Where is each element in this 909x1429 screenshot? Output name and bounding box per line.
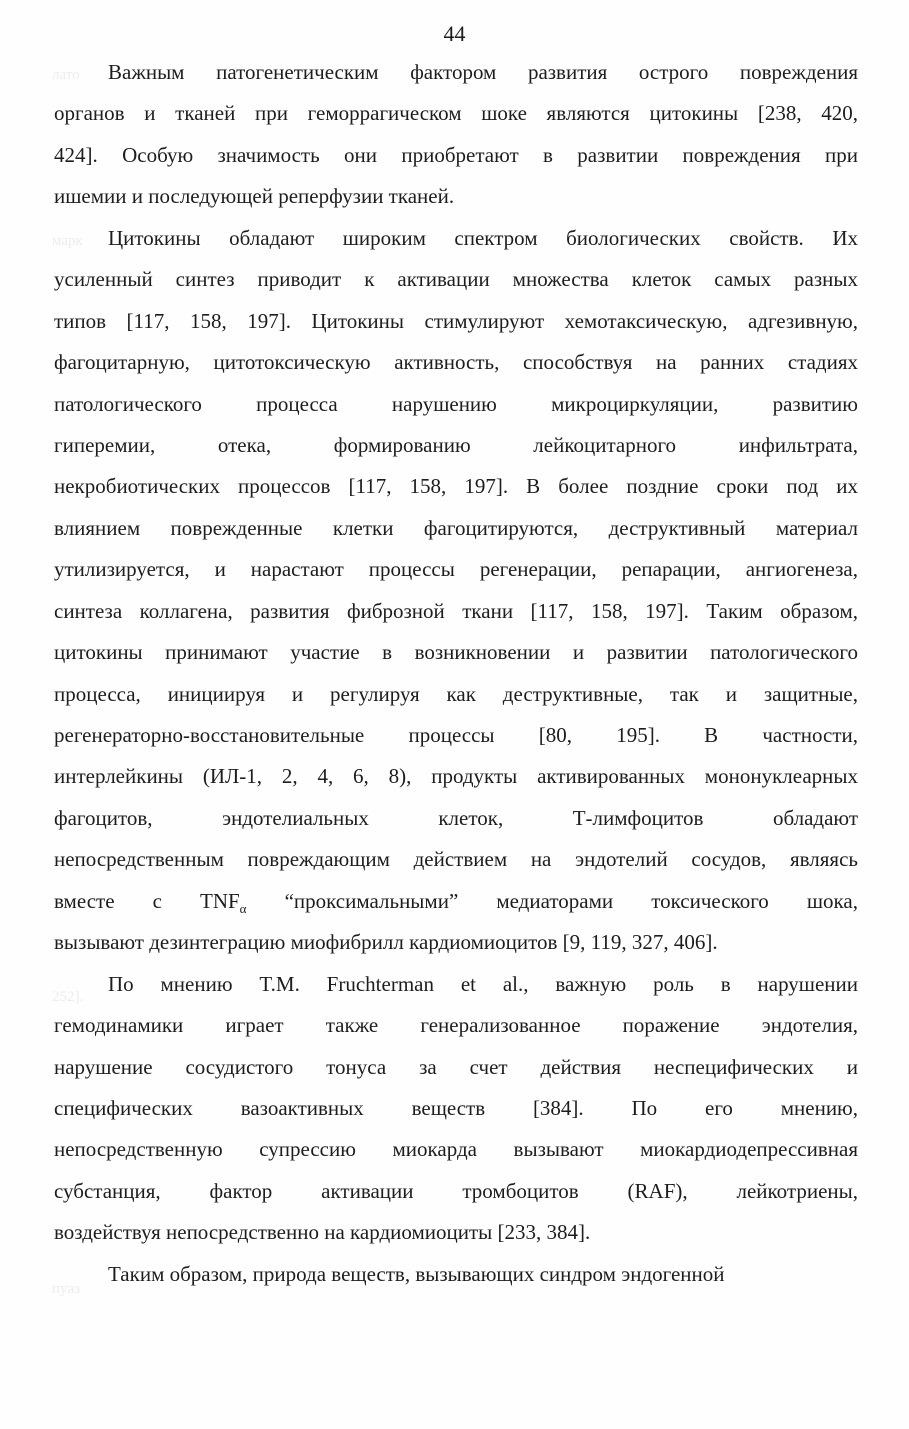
margin-ghost-text: пуаз (52, 1281, 80, 1297)
text-line: процесса, инициируя и регулируя как деструктивные, так и защитные, (54, 681, 858, 706)
text-line: непосредственным повреждающим действием на эндотелий сосудов, являясь (54, 847, 858, 872)
text-line: патологического процесса нарушению микроциркуляции, развитию (54, 391, 858, 416)
text-segment: “проксимальными” медиаторами токсического шока, (246, 888, 858, 913)
subscript-alpha: α (239, 900, 247, 916)
text-line: гиперемии, отека, формированию лейкоцитарного инфильтрата, (54, 432, 858, 457)
text-line: цитокины принимают участие в возникновении и развитии патологического (54, 640, 858, 665)
text-line: некробиотических процессов [117, 158, 197]. В более поздние сроки под их (54, 474, 858, 499)
paragraph (54, 52, 858, 218)
text-line: типов [117, 158, 197]. Цитокины стимулируют хемотаксическую, адгезивную, (54, 308, 858, 333)
text-line: непосредственную супрессию миокарда вызывают миокардиодепрессивная (54, 1137, 858, 1162)
margin-ghost-text: марк (52, 233, 83, 249)
text-line: интерлейкины (ИЛ-1, 2, 4, 6, 8), продукты активированных мононуклеарных (54, 764, 858, 789)
text-line: утилизируется, и нарастают процессы регенерации, репарации, ангиогенеза, (54, 557, 858, 582)
paragraph (54, 218, 858, 964)
text-line: Важным патогенетическим фактором развития острого повреждения (108, 60, 858, 84)
text-line: Таким образом, природа веществ, вызывающих синдром эндогенной (108, 1261, 725, 1286)
text-line: нарушение сосудистого тонуса за счет действия неспецифических и (54, 1054, 858, 1079)
margin-ghost-text: 252]. (52, 989, 84, 1005)
text-line: По мнению T.M. Fruchterman et al., важную роль в нарушении (108, 971, 858, 996)
text-line: фагоцитарную, цитотоксическую активность, способствуя на ранних стадиях (54, 350, 858, 375)
text-segment: вместе с TNF (54, 888, 240, 913)
text-line: регенераторно-восстановительные процессы [80, 195]. В частности, (54, 723, 858, 747)
paragraph (54, 964, 858, 1254)
margin-ghost-text: лато (52, 67, 80, 83)
text-line: гемодинамики играет также генерализованное поражение эндотелия, (54, 1013, 858, 1038)
paragraph (54, 1254, 858, 1295)
text-line: синтеза коллагена, развития фиброзной ткани [117, 158, 197]. Таким образом, (54, 598, 858, 623)
text-line: влиянием поврежденные клетки фагоцитируются, деструктивный материал (54, 515, 858, 540)
text-line (54, 881, 858, 922)
text-line: 424]. Особую значимость они приобретают в развитии повреждения при (54, 142, 858, 167)
text-line: субстанция, фактор активации тромбоцитов (RAF), лейкотриены, (54, 1178, 858, 1203)
text-line: фагоцитов, эндотелиальных клеток, Т-лимфоцитов обладают (54, 805, 858, 830)
body-text (54, 52, 858, 1295)
text-line: специфических вазоактивных веществ [384]. По его мнению, (54, 1095, 858, 1120)
page-number: 44 (443, 21, 466, 46)
text-line: ишемии и последующей реперфузии тканей. (54, 184, 455, 209)
text-line: Цитокины обладают широким спектром биологических свойств. Их (108, 225, 858, 250)
text-line: воздействуя непосредственно на кардиомиоциты [233, 384]. (54, 1220, 591, 1245)
text-line: органов и тканей при геморрагическом шоке являются цитокины [238, 420, (54, 101, 858, 126)
text-line: усиленный синтез приводит к активации множества клеток самых разных (54, 267, 858, 292)
text-line: вызывают дезинтеграцию миофибрилл кардиомиоцитов [9, 119, 327, 406]. (54, 930, 718, 955)
